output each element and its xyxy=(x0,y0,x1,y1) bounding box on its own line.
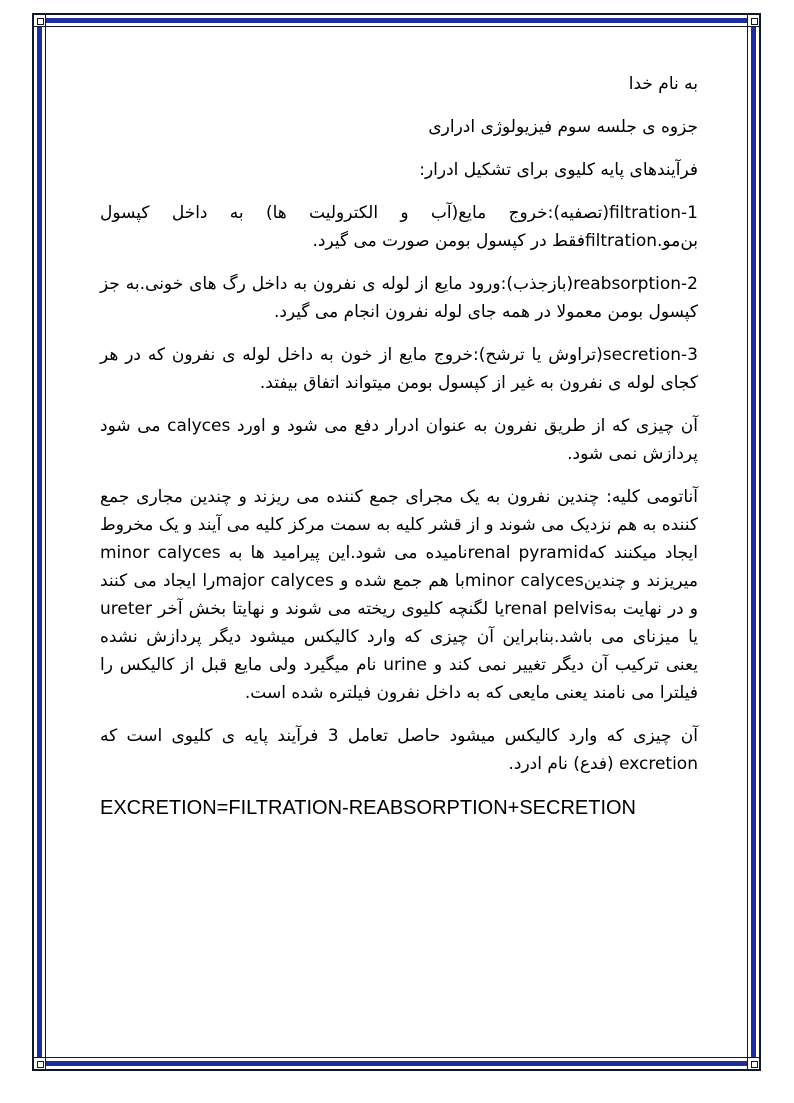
process-secretion: secretion-3(تراوش یا ترشح):خروج مایع از خون به داخل لوله ی نفرون که در هر کجای لوله ی نفرون به غیر از کپسول بومن میتواند اتفاق بیفتد. xyxy=(100,345,698,393)
border-corner-ornament xyxy=(747,1057,760,1070)
kidney-anatomy-paragraph: آناتومی کلیه: چندین نفرون به یک مجرای جمع کننده می ریزند و چندین مجاری جمع کننده به هم نزدیک می شوند و از قشر کلیه به سمت مرکز کلیه می آیند و یک مخروط ایجاد میکنند کهrenal pyramidنامیده می شود.این پیرامید ها به minor calyces میریزند و چندینminor calycesبا هم جمع شده و major calycesرا ایجاد می کنند و در نهایت بهrenal pelvisیا لگنچه کلیوی ریخته می شوند و نهایتا بخش آخر ureter یا میزنای می باشد.بنابراین آن چیزی که وارد کالیکس میشود دیگر پردازش نشده یعنی ترکیب آن دیگر تغییر نمی کند و urine نام میگیرد ولی مایع قبل از کالیکس را فیلترا می نامند یعنی مایعی که به داخل نفرون فیلتره شده است. xyxy=(100,487,698,703)
excretion-formula: EXCRETION=FILTRATION-REABSORPTION+SECRETION xyxy=(100,797,636,819)
document-body xyxy=(100,70,698,823)
border-corner-ornament xyxy=(33,14,46,27)
process-filtration: filtration-1(تصفیه):خروج مایع(آب و الکترولیت ها) به داخل کپسول بن‌مو.filtrationفقط در کپسول بومن صورت می گیرد. xyxy=(100,203,698,251)
intro-line: فرآیندهای پایه کلیوی برای تشکیل ادرار: xyxy=(419,160,698,180)
border-corner-ornament xyxy=(747,14,760,27)
document-title: جزوه ی جلسه سوم فیزیولوژی ادراری xyxy=(428,117,698,137)
border-corner-ornament xyxy=(33,1057,46,1070)
process-reabsorption: reabsorption-2(بازجذب):ورود مایع از لوله ی نفرون به داخل رگ های خونی.به جز کپسول بومن معمولا در همه جای لوله نفرون انجام می گیرد. xyxy=(100,274,698,322)
calyces-note: آن چیزی که از طریق نفرون به عنوان ادرار دفع می شود و اورد calyces می شود پردازش نمی شود. xyxy=(100,416,698,464)
excretion-note: آن چیزی که وارد کالیکس میشود حاصل تعامل 3 فرآیند پایه ی کلیوی است که excretion (فدع) نام ادرد. xyxy=(100,726,698,774)
greeting: به نام خدا xyxy=(628,74,698,94)
